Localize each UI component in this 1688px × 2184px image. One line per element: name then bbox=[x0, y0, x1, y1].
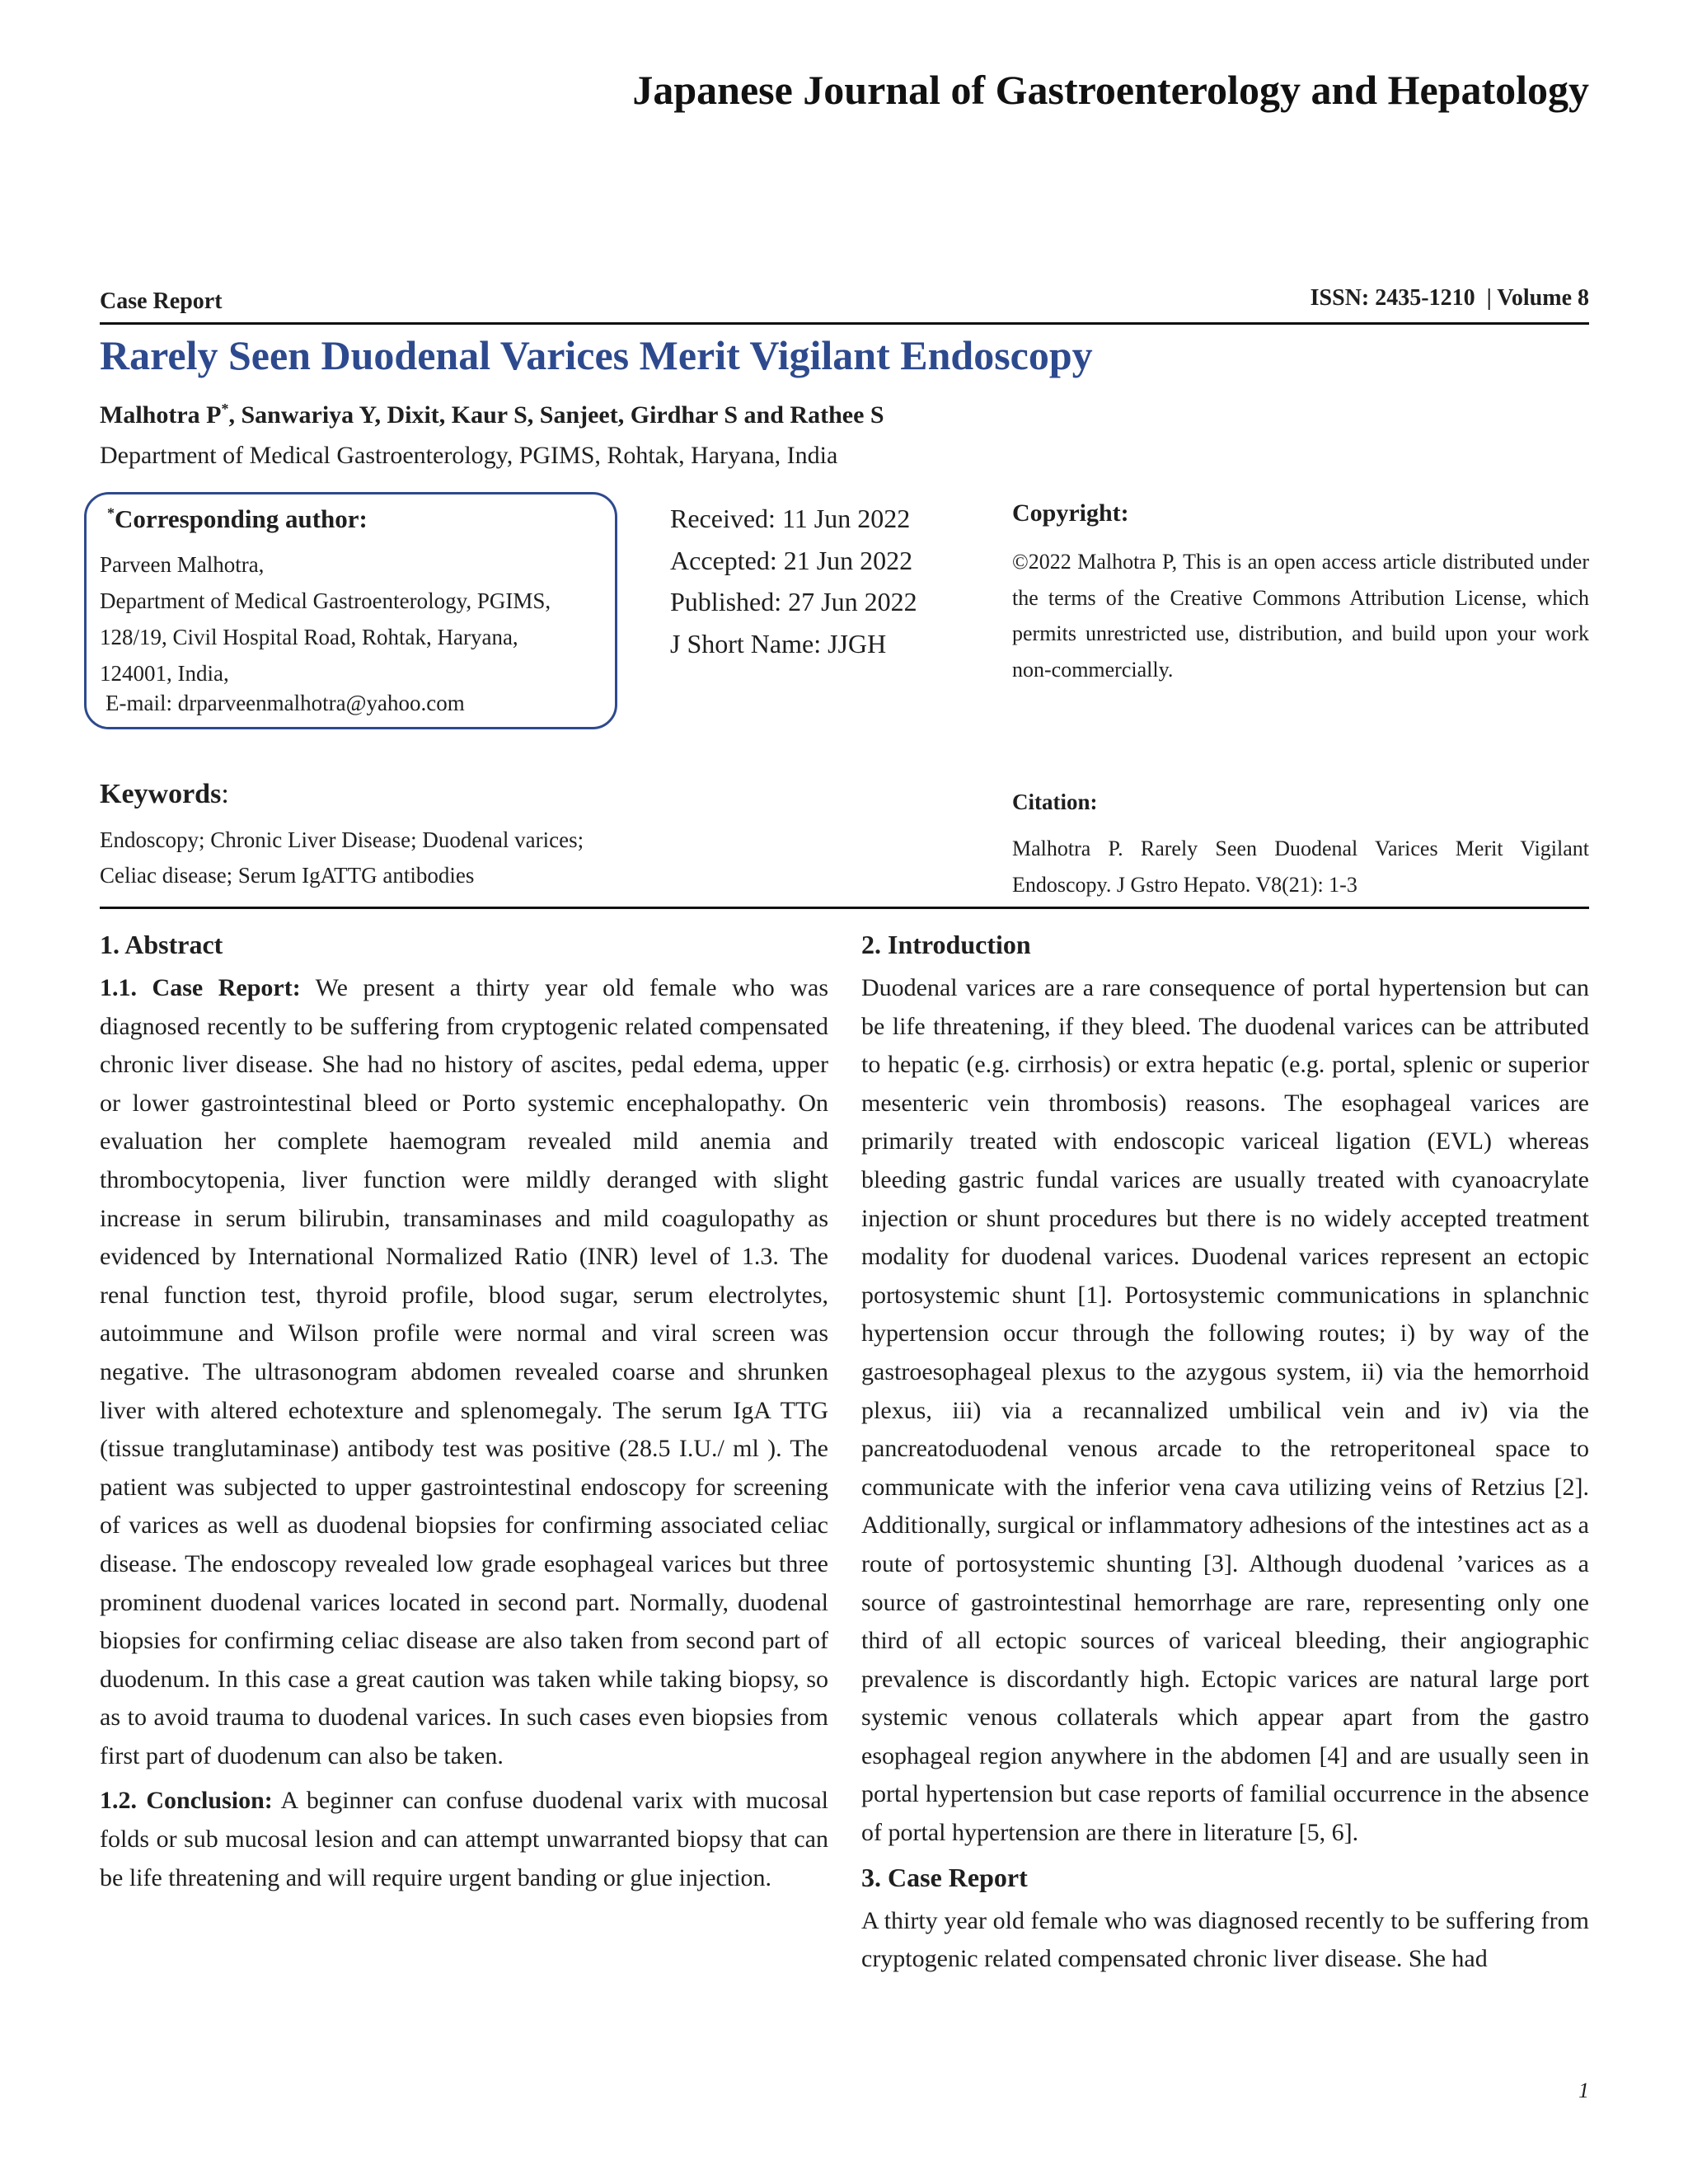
copyright-heading: Copyright: bbox=[1012, 499, 1129, 527]
corr-line: 124001, India, bbox=[100, 661, 229, 686]
author-list bbox=[100, 401, 884, 429]
corresponding-heading-text: Corresponding author: bbox=[115, 504, 368, 533]
conclusion-text: A beginner can confuse duodenal varix with mucosal folds or sub mucosal lesion and can attempt unwarranted biopsy that can be life threatening and will require urgent banding or glue injection. bbox=[100, 1787, 829, 1891]
corresponding-author-heading bbox=[107, 504, 368, 534]
corresponding-email[interactable]: E-mail: drparveenmalhotra@yahoo.com bbox=[106, 691, 465, 715]
corr-line: Parveen Malhotra, bbox=[100, 552, 265, 577]
introduction-heading: 2. Introduction bbox=[861, 930, 1031, 959]
section-rule bbox=[100, 907, 1589, 909]
article-type-label: Case Report bbox=[100, 288, 223, 314]
published-date: Published: 27 Jun 2022 bbox=[670, 587, 917, 616]
other-authors: , Sanwariya Y, Dixit, Kaur S, Sanjeet, Girdhar S and Rathee S bbox=[228, 401, 884, 429]
keywords-list: Endoscopy; Chronic Liver Disease; Duodenal varices; Celiac disease; Serum IgATTG antibodies bbox=[100, 827, 584, 888]
article-dates bbox=[670, 498, 917, 664]
issn: ISSN: 2435-1210 bbox=[1310, 285, 1475, 311]
affiliation: Department of Medical Gastroenterology, PGIMS, Rohtak, Haryana, India bbox=[100, 442, 838, 469]
citation-heading: Citation: bbox=[1012, 790, 1098, 814]
journal-short-name: J Short Name: JJGH bbox=[670, 628, 887, 658]
accepted-date: Accepted: 21 Jun 2022 bbox=[670, 545, 913, 575]
introduction-text: Duodenal varices are a rare consequence of portal hypertension but can be life threatening, if they bleed. The duodenal varices can be attributed to hepatic (e.g. cirrhosis) or extra hepatic (e.g. portal, splenic or superior mesenteric vein thrombosis) reasons. The esophageal varices are primarily treated with endoscopic variceal ligation (EVL) whereas bleeding gastric fundal varices are usually treated with cyanoacrylate injection or shunt procedures but there is no widely accepted treatment modality for duodenal varices. Duodenal varices represent an ectopic portosystemic shunt [1]. Portosystemic communications in splanchnic hypertension occur through the following routes; i) by way of the gastroesophageal plexus to the azygous system, ii) via the hemorrhoid plexus, iii) via a recannalized umbilical vein and iv) via the pancreatoduodenal venous arcade to the retroperitoneal space to communicate with the inferior vena cava utilizing veins of Retzius [2]. Additionally, surgical or inflammatory adhesions of the intestines act as a route of portosystemic shunting [3]. Although duodenal ’varices as a source of gastrointestinal hemorrhage are rare, representing only one third of all ectopic sources of variceal bleeding, their angiographic prevalence is discordantly high. Ectopic varices are natural large port systemic venous collaterals which appear apart from the gastro esophageal region anywhere in the abdomen [4] and are usually seen in portal hypertension but case reports of familial occurrence in the absence of portal hypertension are there in literature [5, 6]. bbox=[861, 974, 1589, 1847]
issn-volume bbox=[1311, 285, 1589, 312]
received-date: Received: 11 Jun 2022 bbox=[670, 504, 911, 533]
volume: | Volume 8 bbox=[1486, 285, 1589, 311]
copyright-text: ©2022 Malhotra P, This is an open access article distributed under the terms of the Creative Commons Attribution License, which permits unrestricted use, distribution, and build upon your work non-commercially. bbox=[1012, 550, 1589, 682]
corr-line: Department of Medical Gastroenterology, PGIMS, bbox=[100, 588, 551, 613]
header-rule bbox=[100, 322, 1589, 325]
keywords-heading bbox=[100, 779, 229, 810]
left-column bbox=[100, 926, 828, 1904]
conclusion-lead: 1.2. Conclusion: bbox=[100, 1787, 273, 1815]
keywords-colon: : bbox=[221, 779, 229, 809]
abstract-case-report bbox=[100, 969, 828, 1775]
case-report-text: We present a thirty year old female who was diagnosed recently to be suffering from cryptogenic related compensated chronic liver disease. She had no history of ascites, pedal edema, upper or lower gastrointestinal bleed or Porto systemic encephalopathy. On evaluation her complete haemogram revealed mild anemia and thrombocytopenia, liver function were mildly deranged with slight increase in serum bilirubin, transaminases and mild coagulopathy as evidenced by International Normalized Ratio (INR) level of 1.3. The renal function test, thyroid profile, blood sugar, serum electrolytes, autoimmune and Wilson profile were normal and viral screen was negative. The ultrasonogram abdomen revealed coarse and shrunken liver with altered echotexture and splenomegaly. The serum IgA TTG (tissue tranglutaminase) antibody test was positive (28.5 I.U./ ml ). The patient was subjected to upper gastrointestinal endoscopy for screening of varices as well as duodenal biopsies for confirming associated celiac disease. The endoscopy revealed low grade esophageal varices but three prominent duodenal varices located in second part. Normally, duodenal biopsies for confirming celiac disease are also taken from second part of duodenum. In this case a great caution was taken while taking biopsy, so as to avoid trauma to duodenal varices. In such cases even biopsies from first part of duodenum can also be taken. bbox=[100, 974, 828, 1769]
case-report-body: A thirty year old female who was diagnosed recently to be suffering from cryptogenic related compensated chronic liver disease. She had bbox=[861, 1906, 1589, 1973]
right-column bbox=[861, 926, 1589, 1985]
page-number: 1 bbox=[1578, 2079, 1589, 2102]
abstract-heading: 1. Abstract bbox=[100, 930, 223, 959]
case-report-heading: 3. Case Report bbox=[861, 1862, 1028, 1892]
corresponding-address bbox=[100, 546, 551, 691]
abstract-conclusion bbox=[100, 1782, 828, 1897]
first-author: Malhotra P bbox=[100, 401, 222, 429]
article-title: Rarely Seen Duodenal Varices Merit Vigilant Endoscopy bbox=[100, 332, 1093, 378]
journal-title: Japanese Journal of Gastroenterology and Hepatology bbox=[632, 67, 1589, 113]
corresponding-heading-mark: * bbox=[107, 504, 115, 522]
corr-line: 128/19, Civil Hospital Road, Rohtak, Haryana, bbox=[100, 625, 518, 649]
case-report-lead: 1.1. Case Report: bbox=[100, 974, 301, 1001]
corresponding-mark: * bbox=[221, 401, 229, 417]
citation-text: Malhotra P. Rarely Seen Duodenal Varices Merit Vigilant Endoscopy. J Gstro Hepato. V8(21): 1-3 bbox=[1012, 837, 1589, 897]
keywords-label: Keywords bbox=[100, 779, 222, 809]
